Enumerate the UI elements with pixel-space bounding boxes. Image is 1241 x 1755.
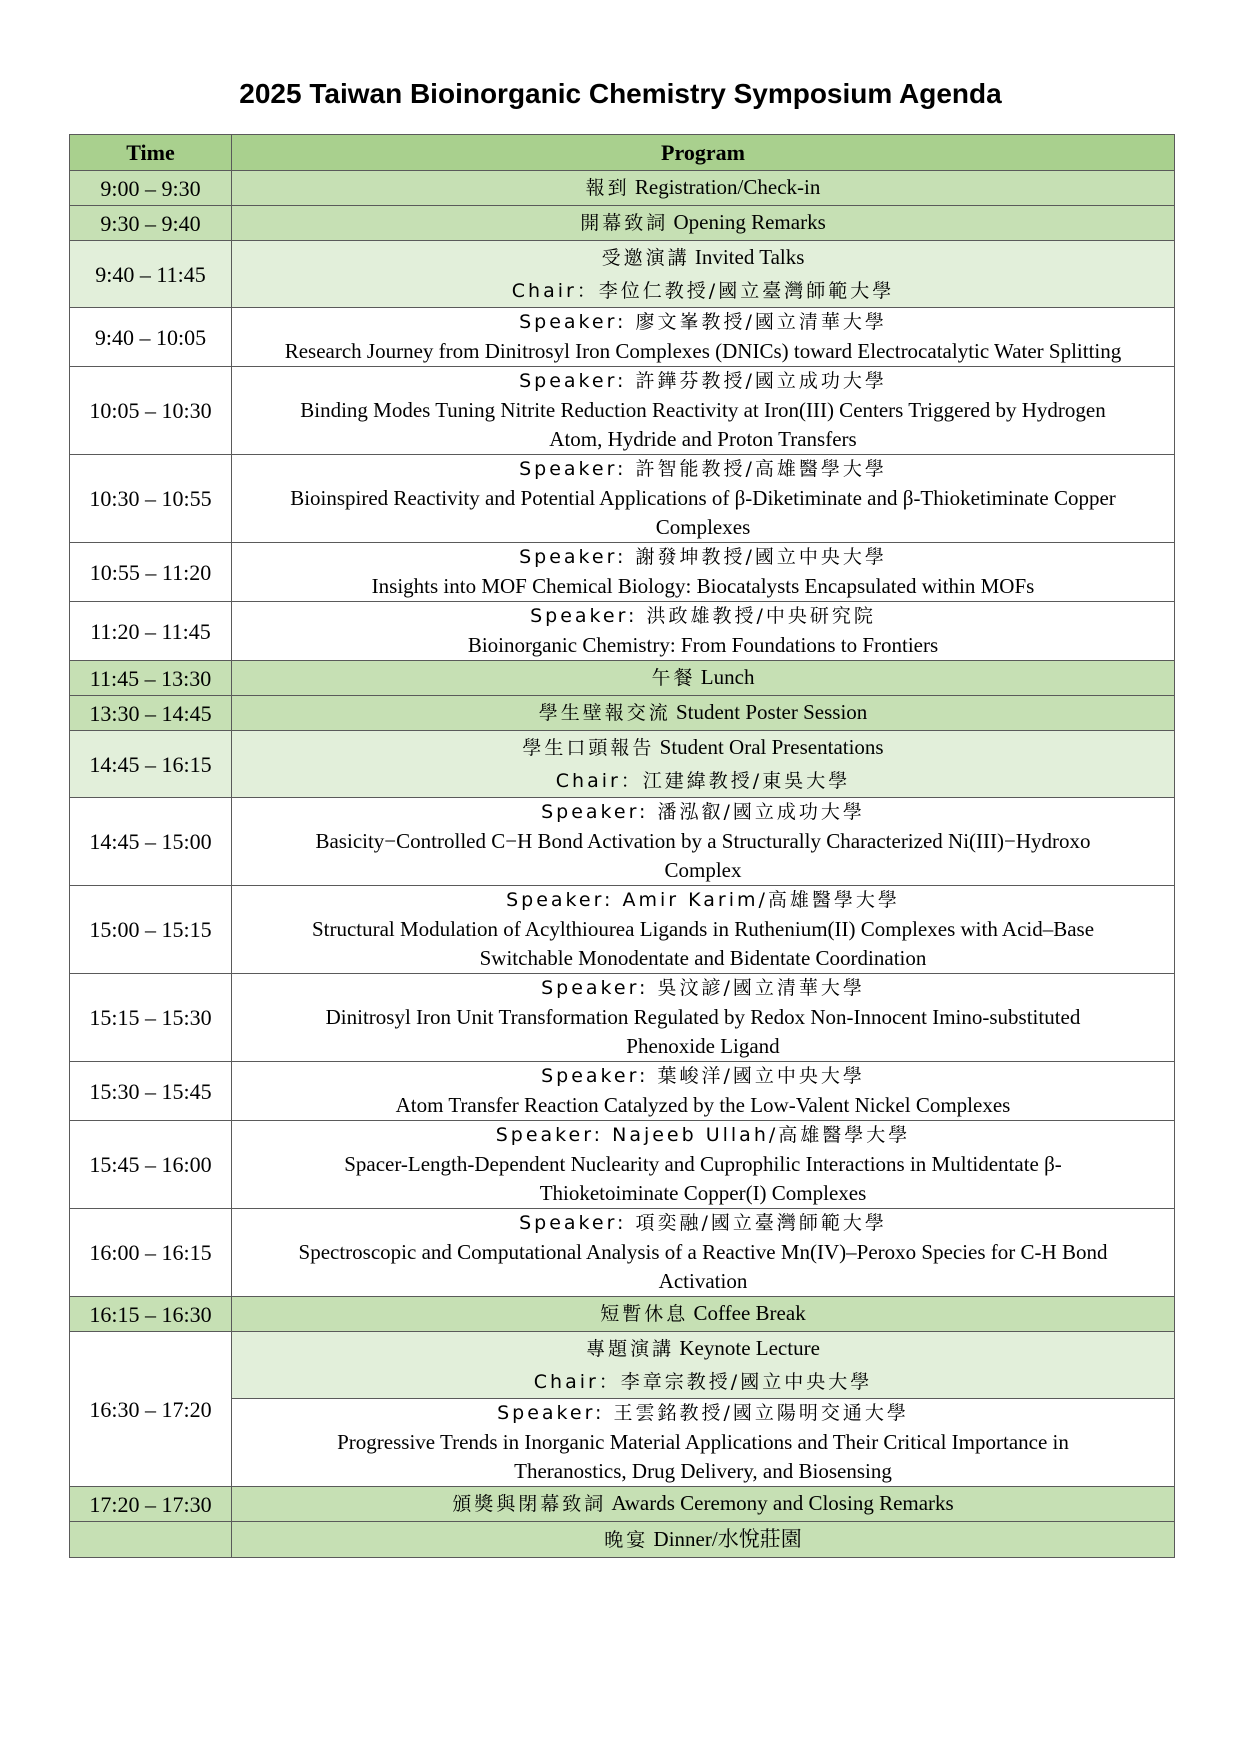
session-title-en: Registration/Check-in (634, 175, 821, 199)
table-row (70, 1297, 1175, 1332)
table-row (70, 974, 1175, 1062)
session-chair: Chair：李位仁教授/國立臺灣師範大學 (511, 279, 895, 302)
program-cell (232, 1209, 1175, 1297)
time-column-header: Time (70, 135, 232, 171)
speaker-label: Speaker: 洪政雄教授/中央研究院 (530, 605, 876, 627)
program-cell (232, 206, 1175, 241)
program-cell (232, 1062, 1175, 1121)
speaker-label: Speaker: 許智能教授/高雄醫學大學 (519, 458, 887, 480)
table-row (70, 543, 1175, 602)
session-title-en: Student Oral Presentations (659, 734, 884, 759)
time-cell: 9:40 – 11:45 (70, 241, 232, 308)
talk-title-continued: Thioketoiminate Copper(I) Complexes (539, 1181, 867, 1205)
program-cell (232, 1332, 1175, 1399)
table-row (70, 1399, 1175, 1487)
session-title-zh: 專題演講 (586, 1337, 675, 1360)
time-cell: 11:45 – 13:30 (70, 661, 232, 696)
program-cell (232, 455, 1175, 543)
talk-title: Bioinorganic Chemistry: From Foundations to Frontiers (467, 633, 939, 657)
time-cell: 16:00 – 16:15 (70, 1209, 232, 1297)
program-cell (232, 1399, 1175, 1487)
time-cell: 10:05 – 10:30 (70, 367, 232, 455)
time-cell: 15:15 – 15:30 (70, 974, 232, 1062)
speaker-label: Speaker: Najeeb Ullah/高雄醫學大學 (495, 1124, 911, 1146)
time-cell: 10:55 – 11:20 (70, 543, 232, 602)
talk-title-continued: Activation (658, 1269, 748, 1293)
session-title-zh: 短暫休息 (600, 1303, 689, 1325)
table-row (70, 206, 1175, 241)
time-cell: 13:30 – 14:45 (70, 696, 232, 731)
talk-title: Basicity−Controlled C−H Bond Activation by a Structurally Characterized Ni(III)−Hydroxo (315, 829, 1091, 853)
time-cell: 14:45 – 16:15 (70, 731, 232, 798)
time-cell: 9:00 – 9:30 (70, 171, 232, 206)
page-title: 2025 Taiwan Bioinorganic Chemistry Symposium Agenda (239, 78, 1002, 109)
session-title-en: Awards Ceremony and Closing Remarks (611, 1491, 954, 1515)
table-row (70, 1332, 1175, 1399)
talk-title: Progressive Trends in Inorganic Material Applications and Their Critical Importance in (337, 1430, 1069, 1454)
time-cell (70, 1522, 232, 1558)
session-title-zh: 學生壁報交流 (538, 702, 671, 724)
session-title-en: Student Poster Session (675, 700, 868, 724)
table-row (70, 731, 1175, 798)
speaker-label: Speaker: 王雲銘教授/國立陽明交通大學 (497, 1402, 909, 1424)
table-row (70, 1522, 1175, 1558)
talk-title: Insights into MOF Chemical Biology: Biocatalysts Encapsulated within MOFs (371, 574, 1035, 598)
table-row (70, 886, 1175, 974)
table-row (70, 1209, 1175, 1297)
speaker-label: Speaker: 吳汶諺/國立清華大學 (541, 977, 865, 999)
table-header-row (70, 135, 1175, 171)
talk-title-continued: Theranostics, Drug Delivery, and Biosensing (514, 1459, 892, 1483)
program-cell (232, 241, 1175, 308)
session-title-zh: 報到 (585, 177, 630, 199)
table-row (70, 696, 1175, 731)
talk-title: Binding Modes Tuning Nitrite Reduction Reactivity at Iron(III) Centers Triggered by Hydrogen (300, 398, 1106, 422)
program-cell (232, 1487, 1175, 1522)
time-cell: 9:40 – 10:05 (70, 308, 232, 367)
speaker-label: Speaker: 謝發坤教授/國立中央大學 (519, 546, 887, 568)
table-row (70, 455, 1175, 543)
time-cell: 15:30 – 15:45 (70, 1062, 232, 1121)
program-cell (232, 1121, 1175, 1209)
program-cell (232, 1297, 1175, 1332)
program-cell (232, 367, 1175, 455)
time-cell: 17:20 – 17:30 (70, 1487, 232, 1522)
talk-title-continued: Switchable Monodentate and Bidentate Coordination (479, 946, 927, 970)
speaker-label: Speaker: Amir Karim/高雄醫學大學 (506, 889, 900, 911)
speaker-label: Speaker: 許鏵芬教授/國立成功大學 (519, 370, 887, 392)
time-cell: 10:30 – 10:55 (70, 455, 232, 543)
session-title-en: Lunch (700, 665, 755, 689)
table-row (70, 1121, 1175, 1209)
time-cell: 16:15 – 16:30 (70, 1297, 232, 1332)
session-title-zh: 受邀演講 (601, 246, 690, 269)
session-title-en: Opening Remarks (673, 210, 826, 234)
session-chair: Chair：江建緯教授/東吳大學 (555, 769, 851, 792)
time-cell: 14:45 – 15:00 (70, 798, 232, 886)
speaker-label: Speaker: 廖文峯教授/國立清華大學 (519, 311, 887, 333)
table-row (70, 602, 1175, 661)
program-cell (232, 308, 1175, 367)
time-cell: 15:00 – 15:15 (70, 886, 232, 974)
talk-title: Structural Modulation of Acylthiourea Ligands in Ruthenium(II) Complexes with Acid–Base (311, 917, 1095, 941)
table-row (70, 308, 1175, 367)
program-cell (232, 602, 1175, 661)
session-title-en: Coffee Break (693, 1301, 806, 1325)
talk-title: Bioinspired Reactivity and Potential Applications of β-Diketiminate and β-Thioketiminate Copper (290, 486, 1116, 510)
table-row (70, 171, 1175, 206)
session-title-zh: 晚宴 (604, 1528, 649, 1551)
agenda-table (69, 134, 1175, 1558)
session-title-en: Keynote Lecture (679, 1335, 820, 1360)
session-title-zh: 開幕致詞 (580, 212, 669, 234)
talk-title: Spacer-Length-Dependent Nuclearity and Cuprophilic Interactions in Multidentate β- (344, 1152, 1062, 1176)
talk-title: Research Journey from Dinitrosyl Iron Complexes (DNICs) toward Electrocatalytic Water Splitting (284, 339, 1122, 363)
program-cell (232, 543, 1175, 602)
speaker-label: Speaker: 葉峻洋/國立中央大學 (541, 1065, 865, 1087)
speaker-label: Speaker: 潘泓叡/國立成功大學 (541, 801, 865, 823)
session-title-zh: 學生口頭報告 (522, 736, 655, 759)
table-row (70, 1062, 1175, 1121)
session-chair: Chair：李章宗教授/國立中央大學 (533, 1370, 873, 1393)
program-cell (232, 171, 1175, 206)
talk-title: Atom Transfer Reaction Catalyzed by the Low-Valent Nickel Complexes (395, 1093, 1011, 1117)
program-cell (232, 974, 1175, 1062)
table-row (70, 1487, 1175, 1522)
speaker-label: Speaker: 項奕融/國立臺灣師範大學 (519, 1212, 887, 1234)
program-cell (232, 798, 1175, 886)
talk-title: Dinitrosyl Iron Unit Transformation Regulated by Redox Non-Innocent Imino-substituted (325, 1005, 1081, 1029)
talk-title-continued: Complexes (655, 515, 751, 539)
program-cell (232, 1522, 1175, 1558)
time-cell: 9:30 – 9:40 (70, 206, 232, 241)
time-cell: 15:45 – 16:00 (70, 1121, 232, 1209)
time-cell: 16:30 – 17:20 (70, 1332, 232, 1487)
session-title-zh: 頒獎與閉幕致詞 (452, 1493, 607, 1515)
program-column-header: Program (232, 135, 1175, 171)
program-cell (232, 661, 1175, 696)
program-cell (232, 886, 1175, 974)
talk-title-continued: Complex (664, 858, 742, 882)
session-title-en: Dinner/水悅莊園 (653, 1526, 802, 1551)
program-cell (232, 731, 1175, 798)
talk-title-continued: Atom, Hydride and Proton Transfers (549, 427, 857, 451)
table-row (70, 241, 1175, 308)
talk-title: Spectroscopic and Computational Analysis of a Reactive Mn(IV)–Peroxo Species for C-H Bond (298, 1240, 1108, 1264)
table-row (70, 661, 1175, 696)
talk-title-continued: Phenoxide Ligand (626, 1034, 780, 1058)
table-row (70, 367, 1175, 455)
program-cell (232, 696, 1175, 731)
session-title-zh: 午餐 (651, 667, 696, 689)
session-title-en: Invited Talks (694, 244, 805, 269)
time-cell: 11:20 – 11:45 (70, 602, 232, 661)
table-row (70, 798, 1175, 886)
